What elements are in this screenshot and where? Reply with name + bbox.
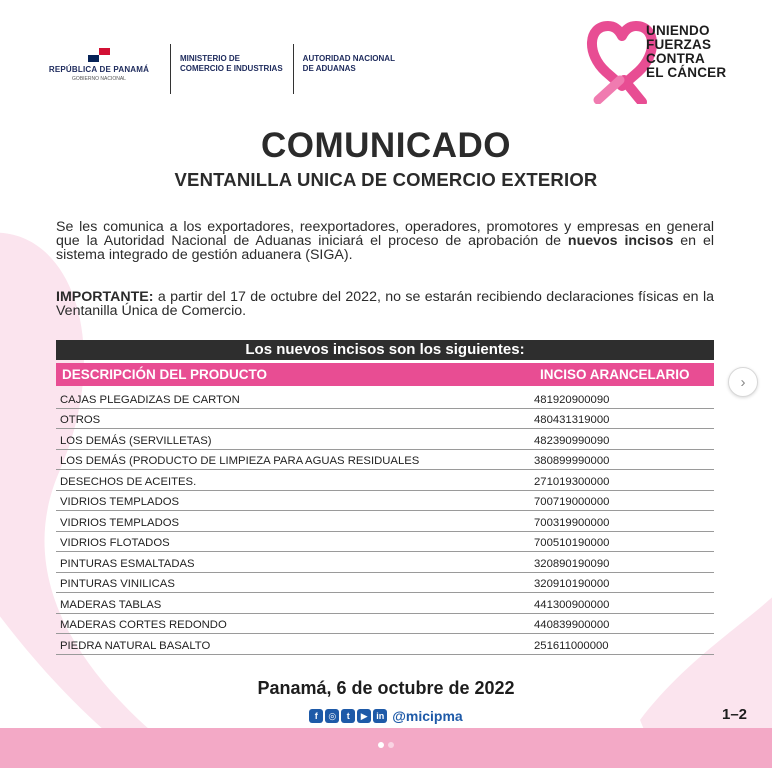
table-body (56, 388, 714, 655)
tariff-code: 440839900000 (534, 619, 610, 631)
tariff-code: 480431319000 (534, 414, 610, 426)
tariff-code: 251611000000 (534, 639, 609, 652)
table-row (56, 450, 714, 471)
table-row (56, 614, 714, 635)
authority-name: AUTORIDAD NACIONAL DE ADUANAS (302, 54, 395, 73)
product-description: PINTURAS VINILICAS (60, 578, 175, 590)
product-description: CAJAS PLEGADIZAS DE CARTON (60, 393, 240, 406)
government-label: GOBIERNO NACIONAL (72, 76, 126, 82)
table-row (56, 532, 714, 553)
product-description: MADERAS CORTES REDONDO (60, 619, 227, 631)
carousel-dots (0, 742, 772, 748)
twitter-icon[interactable]: t (341, 709, 355, 723)
tariff-code: 481920900090 (534, 393, 610, 406)
page-indicator: 1–2 (722, 706, 748, 723)
campaign-title: UNIENDO FUERZAS CONTRA EL CÁNCER (646, 23, 727, 80)
product-description: PIEDRA NATURAL BASALTO (60, 639, 211, 652)
page-subtitle: VENTANILLA UNICA DE COMERCIO EXTERIOR (174, 169, 598, 190)
product-description: PINTURAS ESMALTADAS (60, 557, 195, 570)
date-label: Panamá, 6 de octubre de 2022 (257, 678, 515, 698)
chevron-right-icon: › (740, 373, 746, 391)
tariff-code: 700319900000 (534, 516, 610, 529)
next-slide-button[interactable] (728, 367, 758, 397)
table-row (56, 429, 714, 450)
ministry-name: MINISTERIO DE COMERCIO E INDUSTRIAS (180, 54, 283, 73)
table-header (56, 363, 714, 386)
column-header-description: DESCRIPCIÓN DEL PRODUCTO (62, 367, 268, 382)
product-description: OTROS (60, 414, 101, 426)
product-description: VIDRIOS TEMPLADOS (60, 496, 180, 508)
product-description: LOS DEMÁS (PRODUCTO DE LIMPIEZA PARA AGUAS RESIDUALES (60, 455, 420, 467)
facebook-icon[interactable]: f (309, 709, 323, 723)
product-description: LOS DEMÁS (SERVILLETAS) (60, 434, 212, 447)
tariff-code: 320890190090 (534, 557, 610, 570)
tariff-code: 271019300000 (534, 475, 610, 488)
table-row (56, 511, 714, 532)
table-row (56, 552, 714, 573)
important-paragraph: IMPORTANTE: a partir del 17 de octubre del 2022, no se estarán recibiendo declaraciones físicas en la Ventanilla Única de Comercio. (56, 289, 714, 319)
product-description: MADERAS TABLAS (60, 598, 162, 611)
linkedin-icon[interactable]: in (373, 709, 387, 723)
gov-logo (40, 44, 158, 82)
tariff-table (56, 340, 714, 655)
column-header-tariff: INCISO ARANCELARIO (540, 367, 690, 382)
social-handle[interactable]: @micipma (392, 708, 463, 724)
table-row (56, 470, 714, 491)
country-name: REPÚBLICA DE PANAMÁ (48, 65, 150, 74)
instagram-icon[interactable]: ◎ (325, 709, 339, 723)
tariff-code: 700719000000 (534, 496, 610, 508)
carousel-dot-active[interactable] (378, 742, 384, 748)
tariff-code: 380899990000 (534, 455, 610, 467)
table-row (56, 593, 714, 614)
product-description: VIDRIOS TEMPLADOS (60, 516, 180, 529)
tariff-code: 700510190000 (534, 537, 610, 549)
product-description: VIDRIOS FLOTADOS (60, 537, 170, 549)
announcement-paragraph: Se les comunica a los exportadores, reexportadores, operadores, promotores y empresas en general que la Autoridad Nacional de Aduanas iniciará el proceso de aprobación de nuevos incisos en el sistema integrado de gestión aduanera (SIGA). (56, 219, 714, 263)
youtube-icon[interactable]: ▶ (357, 709, 371, 723)
table-row (56, 388, 714, 409)
panama-flag-icon (88, 48, 110, 62)
header-divider (293, 44, 294, 94)
carousel-dot[interactable] (388, 742, 394, 748)
social-bar (0, 708, 772, 724)
header-divider (170, 44, 171, 94)
table-banner: Los nuevos incisos son los siguientes: (56, 340, 714, 360)
page-title: COMUNICADO (261, 126, 511, 165)
table-row (56, 634, 714, 655)
tariff-code: 441300900000 (534, 598, 610, 611)
tariff-code: 320910190000 (534, 578, 610, 590)
bottom-band (0, 728, 772, 768)
table-row (56, 491, 714, 512)
tariff-code: 482390990090 (534, 434, 610, 447)
table-row (56, 409, 714, 430)
header (40, 44, 395, 94)
table-row (56, 573, 714, 594)
product-description: DESECHOS DE ACEITES. (60, 475, 197, 488)
